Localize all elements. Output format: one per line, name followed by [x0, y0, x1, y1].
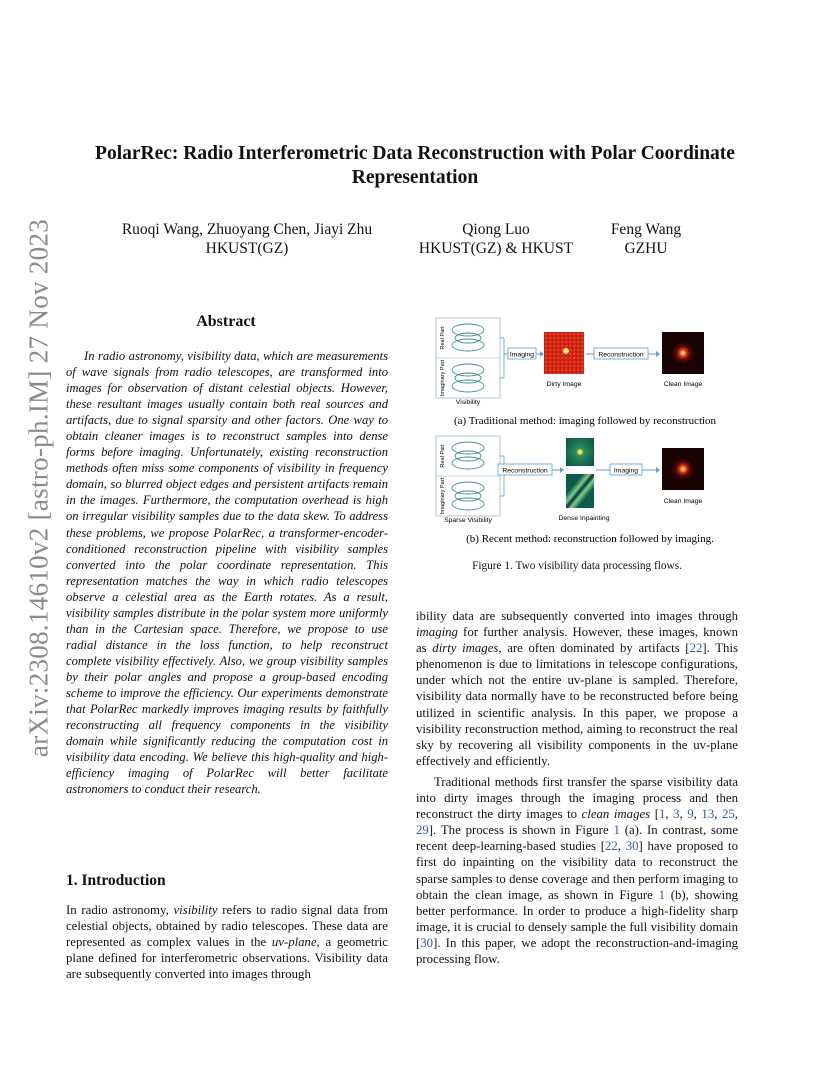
panel-b — [436, 436, 704, 524]
author-block-2 — [404, 220, 588, 258]
caption-a: (a) Traditional method: imaging followed by reconstruction — [453, 415, 717, 427]
sparse-samples-imag — [452, 482, 484, 510]
dense-imag-image — [566, 474, 594, 508]
imaginary-part-label: Imaginary Part — [440, 477, 446, 515]
author-names: Ruoqi Wang, Zhuoyang Chen, Jiayi Zhu — [121, 221, 373, 238]
citation-link[interactable]: 13 — [701, 807, 715, 822]
author-affil: HKUST(GZ) & HKUST — [418, 240, 574, 257]
clean-image-label: Clean Image — [663, 498, 703, 505]
text-run: , a geometric plane defined for interferometric observations. Visibility data are subsequently converted into images through — [66, 935, 388, 982]
author-affil: GZHU — [624, 240, 668, 257]
imaging-label: Imaging — [509, 351, 535, 359]
visibility-label: Visibility — [455, 399, 481, 406]
panel-a — [436, 318, 704, 406]
text-run: for further analysis. However, these images, known as — [416, 625, 738, 656]
real-part-label: Real Part — [440, 444, 446, 468]
reconstruction-label: Reconstruction — [502, 467, 548, 475]
dense-inpainting-label: Dense Inpainting — [558, 515, 610, 522]
reconstruction-label: Reconstruction — [598, 351, 644, 359]
figure-1-diagram — [420, 312, 750, 572]
text-run: Traditional methods first transfer the sparse visibility data into dirty images through the imaging process and then reconstruct the dirty images to — [416, 775, 738, 822]
text-run: ibility data are subsequently converted into images through — [416, 609, 738, 623]
citation-link[interactable]: 25 — [721, 807, 735, 822]
visibility-samples-imag — [452, 364, 484, 392]
section-heading: 1. Introduction — [66, 872, 166, 889]
real-part-label: Real Part — [440, 326, 446, 350]
caption-b: (b) Recent method: reconstruction followed by imaging. — [466, 533, 714, 545]
imaging-label: Imaging — [613, 467, 639, 475]
text-run: ]. This phenomenon is due to limitations in telescope configurations, under which not the entire uv-plane is sampled. Therefore, visibility data normally have to be reconstructed before being utilized in scientific analysis. In this paper, we propose a visibility reconstruction method, aiming to reconstruct the real sky by recovering all visibility components in the uv-plane effectively and efficiently. — [416, 641, 738, 768]
sparse-samples-real — [452, 442, 484, 469]
figure-1 — [420, 312, 750, 572]
text-run: ] have proposed to first do inpainting on the visibility data to reconstruct the sparse samples to dense coverage and then perform imaging to obtain the clean image, as shown in Figure — [416, 839, 739, 902]
figure-1-caption: Figure 1. Two visibility data processing flows. — [472, 560, 682, 572]
term-visibility: visibility — [173, 903, 218, 917]
citation-link[interactable]: 30 — [420, 935, 434, 950]
text-run: In radio astronomy, — [66, 903, 174, 917]
author-affil: HKUST(GZ) — [205, 240, 289, 257]
author-block-1 — [108, 220, 386, 258]
intro-paragraph-2: Traditional methods first transfer the sparse visibility data into dirty images through the imaging process and then reconstruct the dirty images to clean images [1, 3, 9, 13, 25, 29]. The process is shown in Figure 1 (a). In contrast, some recent deep-learning-based studies [22, 30] have proposed to first do inpainting on the visibility data to reconstruct the sparse samples to dense coverage and then perform imaging to obtain the clean image, as shown in Figure 1 (b), showing better performance. In order to produce a high-fidelity sharp image, it is crucial to densely sample the full visibility domain [30]. In this paper, we adopt the reconstruction-and-imaging processing flow. — [416, 775, 739, 967]
text-run: refers to radio signal data from celestial objects, obtained by radio telescopes. These data are represented as complex values in the — [66, 903, 388, 950]
clean-image-label: Clean Image — [663, 381, 703, 388]
arxiv-stamp — [22, 218, 56, 758]
intro-paragraph-1 — [66, 902, 388, 982]
visibility-samples-real — [452, 324, 484, 351]
author-block-3 — [598, 220, 694, 258]
text-run: , are often dominated by artifacts [ — [498, 641, 690, 656]
text-run: ]. In this paper, we adopt the reconstruction-and-imaging processing flow. — [416, 935, 738, 967]
citation-link[interactable]: 9 — [687, 807, 694, 822]
citation-link[interactable]: 22 — [689, 641, 703, 656]
citation-link[interactable]: 3 — [673, 807, 680, 822]
term-uv-plane: uv-plane — [271, 935, 317, 950]
citation-link[interactable]: 1 — [658, 807, 666, 822]
arxiv-stamp-text: arXiv:2308.14610v2 [astro-ph.IM] 27 Nov 2023 — [23, 218, 54, 758]
term-clean-images: clean images — [581, 807, 651, 822]
figure-ref-link[interactable]: 1 — [613, 823, 620, 838]
sparse-visibility-label: Sparse Visibility — [444, 517, 492, 524]
citation-link[interactable]: 22 — [605, 839, 618, 854]
imaginary-part-label: Imaginary Part — [440, 359, 446, 397]
citation-link[interactable]: 30 — [625, 839, 639, 854]
text-run: ]. The process is shown in Figure — [428, 823, 614, 838]
term-dirty-images: dirty images — [432, 641, 499, 656]
citation-link[interactable]: 29 — [416, 823, 429, 838]
figure-ref-link[interactable]: 1 — [658, 887, 665, 902]
abstract-heading: Abstract — [196, 313, 256, 330]
dirty-source — [563, 348, 569, 354]
author-names: Qiong Luo — [462, 221, 530, 238]
author-names: Feng Wang — [610, 221, 682, 238]
paper-title: PolarRec: Radio Interferometric Data Reconstruction with Polar Coordinate Representation — [95, 143, 735, 188]
text-run: (b), showing better performance. In order to produce a high-fidelity sharp image, it is crucial to densely sample the full visibility domain [ — [416, 887, 738, 950]
text-run: [ — [650, 807, 659, 822]
intro-paragraph-1-cont — [416, 608, 738, 769]
dirty-image-label: Dirty Image — [546, 381, 582, 388]
abstract-text: In radio astronomy, visibility data, which are measurements of wave signals from radio telescopes, are transformed into images for observation of distant celestial objects. However, these resultant images usually contain both real sources and artifacts, due to signal sparsity and other factors. One way to obtain cleaner images is to reconstruct samples into dense forms before imaging. Unfortunately, existing reconstruction methods often miss some components of visibility in frequency domain, so blurred object edges and persistent artifacts remain in the images. Furthermore, the computation overhead is high on irregular visibility samples due to the data skew. To address these problems, we propose PolarRec, a transformer-encoder-conditioned reconstruction pipeline with visibility samples converted into the polar coordinate representation. This representation matches the way in which radio telescopes observe a celestial area as the Earth rotates. As a result, visibility samples distribute in the polar system more uniformly than in the Cartesian space. Therefore, we propose to use radial distance in the loss function, to help reconstruct complete visibility effectively. Also, we group visibility samples by their polar angles and propose a group-based encoding scheme to improve the efficiency. Our experiments demonstrate that PolarRec markedly improves imaging results by faithfully reconstructing all frequency components in the visibility domain while significantly reducing the computation cost in visibility data encoding. We believe this high-quality and high-efficiency imaging of PolarRec will better facilitate astronomers to conduct their research. — [66, 349, 388, 797]
text-run: (a). In contrast, some recent deep-learning-based studies [ — [416, 823, 738, 854]
term-imaging: imaging — [416, 625, 458, 640]
